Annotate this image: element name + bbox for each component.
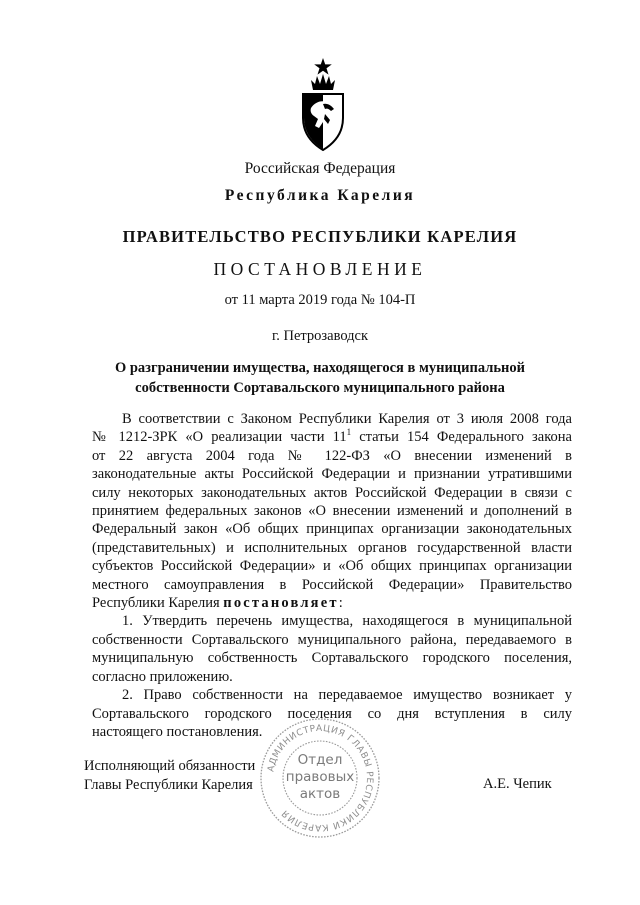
- body-line: [92, 594, 572, 612]
- signatory-title-line: Главы Республики Карелия: [84, 777, 253, 793]
- document-city: г. Петрозаводск: [271, 328, 369, 344]
- body-line: собственности Сортавальского муниципального района, передаваемого в: [92, 631, 572, 648]
- body-line-text: статьи 154 Федерального закона: [351, 429, 572, 446]
- body-line-text: Республики Карелия: [92, 595, 224, 612]
- signatory-name: А.Е. Чепик: [483, 776, 552, 792]
- subject-line: собственности Сортавальского муниципального района: [135, 380, 505, 396]
- body-line: силу некоторых законодательных актов Российской Федерации в связи с: [92, 484, 572, 501]
- body-line-text: :: [338, 595, 343, 612]
- signatory-title: [84, 757, 255, 795]
- document-subject: [0, 358, 640, 398]
- body-line: муниципальную собственность Сортавальского городского поселения,: [92, 650, 572, 667]
- body-line: Федеральный закон «Об общих принципах организации законодательных: [92, 521, 572, 538]
- signatory-title-line: Исполняющий обязанности: [84, 758, 256, 774]
- document-date-number: от 11 марта 2019 года № 104-П: [224, 292, 416, 308]
- official-stamp-icon: [258, 716, 382, 840]
- body-line: (представительных) и исполнительных органов государственной власти: [92, 539, 572, 556]
- country-name: Российская Федерация: [244, 160, 396, 177]
- stamp-center-line: Отдел: [297, 752, 343, 768]
- stamp-center-line: правовых: [285, 769, 355, 785]
- body-line: от 22 августа 2004 года № 122-ФЗ «О внесении изменений в: [92, 447, 572, 464]
- coat-of-arms-icon: [297, 56, 349, 152]
- resolves-keyword: постановляет: [223, 595, 339, 612]
- document-body: [92, 410, 572, 741]
- body-line: 2. Право собственности на передаваемое имущество возникает у: [122, 687, 572, 704]
- body-line: местного самоуправления в Российской Федерации» Правительство: [92, 576, 572, 593]
- document-type: ПОСТАНОВЛЕНИЕ: [213, 259, 427, 279]
- body-line: настоящего постановления.: [92, 723, 263, 740]
- body-line: субъектов Российской Федерации» и «Об общих принципах организации: [92, 558, 572, 575]
- body-line: Сортавальского городского поселения со дня вступления в силу: [92, 705, 572, 722]
- body-line-text: № 1212-ЗРК «О реализации части 11: [92, 429, 347, 446]
- government-name: ПРАВИТЕЛЬСТВО РЕСПУБЛИКИ КАРЕЛИЯ: [122, 227, 518, 246]
- body-paragraph-preamble: [92, 410, 572, 612]
- superscript: 1: [346, 427, 352, 438]
- body-paragraph-item-1: [92, 612, 572, 686]
- body-line: 1. Утвердить перечень имущества, находящегося в муниципальной: [122, 613, 572, 630]
- republic-name: Республика Карелия: [224, 187, 416, 204]
- body-line: согласно приложению.: [92, 668, 233, 685]
- subject-line: О разграничении имущества, находящегося в муниципальной: [114, 360, 526, 376]
- body-line: принятием федеральных законов «О внесении изменений и дополнений в: [92, 503, 572, 520]
- body-line: [92, 428, 572, 446]
- stamp-ring-path: АДМИНИСТРАЦИЯ ГЛАВЫ РЕСПУБЛИКИ КАРЕЛИЯ: [266, 723, 375, 833]
- body-line: законодательные акты Российской Федерации и признании утратившими: [92, 466, 572, 483]
- stamp-center-line: актов: [299, 786, 341, 802]
- body-line: В соответствии с Законом Республики Карелия от 3 июля 2008 года: [122, 411, 572, 427]
